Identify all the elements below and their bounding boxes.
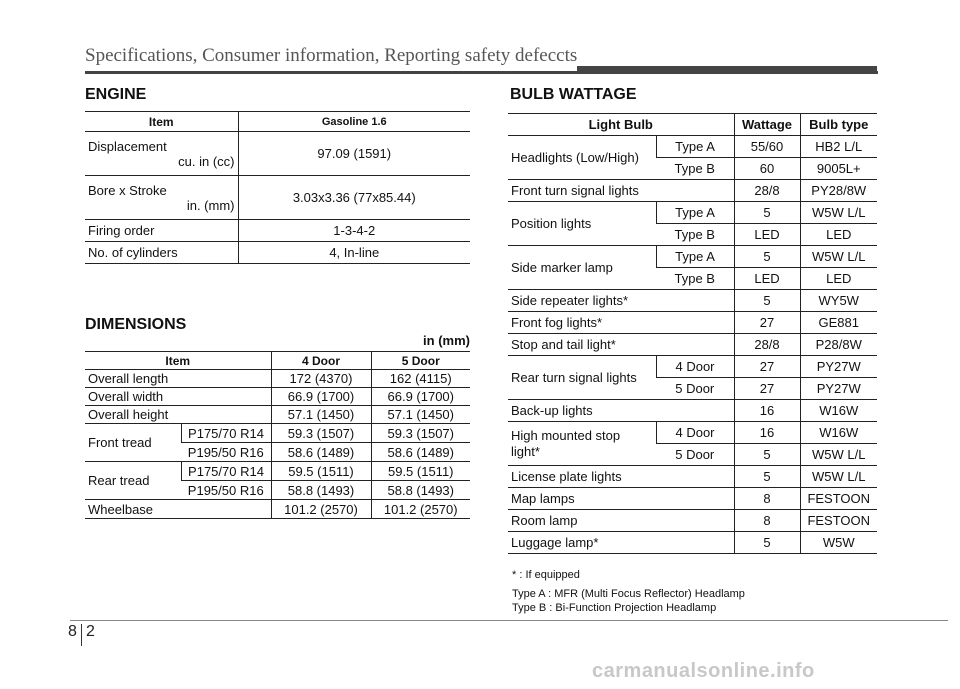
dimension-5door: 58.6 (1489) <box>371 443 470 462</box>
bulb-type: FESTOON <box>800 488 877 510</box>
dimension-tire: P175/70 R14 <box>181 424 271 443</box>
dimension-tire: P195/50 R16 <box>181 481 271 500</box>
table-row <box>508 532 877 554</box>
bulb-label: Room lamp <box>508 510 734 532</box>
table-row <box>85 176 470 220</box>
dimension-4door: 58.8 (1493) <box>271 481 371 500</box>
dimension-4door: 172 (4370) <box>271 370 371 388</box>
bulb-variant: 4 Door <box>656 422 734 444</box>
bulb-wattage: 5 <box>734 444 800 466</box>
bulb-label: License plate lights <box>508 466 734 488</box>
dimensions-header-item: Item <box>85 352 271 370</box>
table-row <box>508 334 877 356</box>
bulb-type: W5W L/L <box>800 466 877 488</box>
dimensions-header-5door: 5 Door <box>371 352 470 370</box>
bulb-type: FESTOON <box>800 510 877 532</box>
bulb-wattage: 5 <box>734 246 800 268</box>
dimension-4door: 101.2 (2570) <box>271 500 371 519</box>
bulb-variant: 5 Door <box>656 444 734 466</box>
dimension-label: Wheelbase <box>85 500 271 519</box>
engine-table <box>85 111 470 264</box>
bulb-label: Front fog lights* <box>508 312 734 334</box>
bulb-header-light: Light Bulb <box>508 114 734 136</box>
bulb-wattage: LED <box>734 268 800 290</box>
bulb-header-wattage: Wattage <box>734 114 800 136</box>
engine-header-gasoline: Gasoline 1.6 <box>238 112 470 132</box>
bulb-table <box>508 113 877 554</box>
dimension-label: Overall length <box>85 370 271 388</box>
bulb-wattage: 27 <box>734 312 800 334</box>
dimension-4door: 58.6 (1489) <box>271 443 371 462</box>
table-row <box>508 246 877 268</box>
type-a-note: Type A : MFR (Multi Focus Reflector) Headlamp <box>512 588 745 600</box>
page-section-number: 8 <box>68 623 77 640</box>
table-row <box>508 488 877 510</box>
dimension-4door: 66.9 (1700) <box>271 388 371 406</box>
engine-section-title: ENGINE <box>85 86 147 103</box>
dimensions-table <box>85 351 470 519</box>
dimension-label: Overall height <box>85 406 271 424</box>
engine-item-label: No. of cylinders <box>85 242 238 264</box>
table-row <box>85 132 470 176</box>
bulb-type: 9005L+ <box>800 158 877 180</box>
bulb-label: Front turn signal lights <box>508 180 734 202</box>
bulb-variant: Type B <box>656 224 734 246</box>
table-row <box>85 388 470 406</box>
bulb-type: W5W L/L <box>800 246 877 268</box>
bulb-wattage: 5 <box>734 466 800 488</box>
bulb-type: HB2 L/L <box>800 136 877 158</box>
bulb-wattage: 8 <box>734 488 800 510</box>
bulb-type: P28/8W <box>800 334 877 356</box>
dimension-4door: 59.5 (1511) <box>271 462 371 481</box>
type-b-note: Type B : Bi-Function Projection Headlamp <box>512 602 717 614</box>
table-row <box>508 312 877 334</box>
engine-value: 1-3-4-2 <box>238 220 470 242</box>
engine-header-row <box>85 112 470 132</box>
header-tab-bar <box>577 66 877 72</box>
page-number-divider <box>81 624 82 646</box>
bulb-type: PY27W <box>800 356 877 378</box>
bulb-variant: Type A <box>656 202 734 224</box>
watermark: carmanualsonline.info <box>592 660 815 682</box>
dimension-tire: P195/50 R16 <box>181 443 271 462</box>
bulb-wattage: 28/8 <box>734 180 800 202</box>
bulb-label: Rear turn signal lights <box>508 356 656 400</box>
bulb-type: PY27W <box>800 378 877 400</box>
dimension-4door: 59.3 (1507) <box>271 424 371 443</box>
table-row <box>85 370 470 388</box>
bulb-variant: 4 Door <box>656 356 734 378</box>
table-row <box>508 422 877 444</box>
footer-rule <box>70 620 948 621</box>
table-row <box>508 180 877 202</box>
bulb-type: W5W <box>800 532 877 554</box>
bulb-wattage: 27 <box>734 356 800 378</box>
dimension-5door: 162 (4115) <box>371 370 470 388</box>
dimension-5door: 101.2 (2570) <box>371 500 470 519</box>
engine-item-unit: cu. in (cc) <box>178 153 235 169</box>
dimension-tire: P175/70 R14 <box>181 462 271 481</box>
bulb-type: W16W <box>800 422 877 444</box>
dimension-label: Overall width <box>85 388 271 406</box>
dimension-5door: 66.9 (1700) <box>371 388 470 406</box>
bulb-variant: Type A <box>656 246 734 268</box>
bulb-type: LED <box>800 268 877 290</box>
table-row <box>85 500 470 519</box>
bulb-wattage: 27 <box>734 378 800 400</box>
bulb-label: Headlights (Low/High) <box>508 136 656 180</box>
bulb-variant: 5 Door <box>656 378 734 400</box>
dimension-4door: 57.1 (1450) <box>271 406 371 424</box>
page-header-title: Specifications, Consumer information, Reporting safety defeccts <box>85 45 578 66</box>
bulb-header-type: Bulb type <box>800 114 877 136</box>
bulb-wattage: 16 <box>734 400 800 422</box>
dimensions-header-row <box>85 352 470 370</box>
bulb-wattage: 55/60 <box>734 136 800 158</box>
footnote-if-equipped: * : If equipped <box>512 569 580 581</box>
bulb-type: GE881 <box>800 312 877 334</box>
bulb-wattage: 5 <box>734 202 800 224</box>
dimensions-section-title: DIMENSIONS <box>85 316 187 333</box>
bulb-label: Luggage lamp* <box>508 532 734 554</box>
bulb-wattage: 5 <box>734 532 800 554</box>
bulb-wattage: 8 <box>734 510 800 532</box>
bulb-type: W5W L/L <box>800 444 877 466</box>
dimension-5door: 59.5 (1511) <box>371 462 470 481</box>
engine-value: 97.09 (1591) <box>238 132 470 176</box>
table-row <box>508 466 877 488</box>
bulb-header-row <box>508 114 877 136</box>
table-row <box>508 356 877 378</box>
bulb-label: High mounted stop light* <box>508 422 656 466</box>
bulb-label: Back-up lights <box>508 400 734 422</box>
dimensions-units: in (mm) <box>423 333 470 348</box>
engine-item-label: Displacement <box>88 138 167 154</box>
table-row <box>508 510 877 532</box>
bulb-wattage: LED <box>734 224 800 246</box>
bulb-variant: Type A <box>656 136 734 158</box>
bulb-wattage: 16 <box>734 422 800 444</box>
dimensions-header-4door: 4 Door <box>271 352 371 370</box>
engine-item-unit: in. (mm) <box>186 197 235 213</box>
bulb-type: W16W <box>800 400 877 422</box>
page-number: 2 <box>86 623 95 640</box>
bulb-type: LED <box>800 224 877 246</box>
bulb-variant: Type B <box>656 268 734 290</box>
dimension-label: Rear tread <box>85 462 181 500</box>
bulb-type: W5W L/L <box>800 202 877 224</box>
bulb-type: WY5W <box>800 290 877 312</box>
table-row <box>85 424 470 443</box>
table-row <box>85 462 470 481</box>
bulb-wattage: 5 <box>734 290 800 312</box>
dimension-label: Front tread <box>85 424 181 462</box>
table-row <box>85 406 470 424</box>
bulb-label: Map lamps <box>508 488 734 510</box>
table-row <box>508 202 877 224</box>
table-row <box>85 242 470 264</box>
dimension-5door: 57.1 (1450) <box>371 406 470 424</box>
engine-value: 4, In-line <box>238 242 470 264</box>
engine-header-item: Item <box>85 112 238 132</box>
engine-value: 3.03x3.36 (77x85.44) <box>238 176 470 220</box>
engine-item-label: Bore x Stroke <box>88 182 167 198</box>
dimension-5door: 58.8 (1493) <box>371 481 470 500</box>
dimension-5door: 59.3 (1507) <box>371 424 470 443</box>
bulb-wattage: 60 <box>734 158 800 180</box>
engine-item-label: Firing order <box>85 220 238 242</box>
bulb-type: PY28/8W <box>800 180 877 202</box>
table-row <box>508 136 877 158</box>
bulb-label: Stop and tail light* <box>508 334 734 356</box>
bulb-variant: Type B <box>656 158 734 180</box>
bulb-label: Position lights <box>508 202 656 246</box>
bulb-wattage: 28/8 <box>734 334 800 356</box>
bulb-label: Side marker lamp <box>508 246 656 290</box>
table-row <box>508 290 877 312</box>
table-row <box>85 220 470 242</box>
table-row <box>508 400 877 422</box>
bulb-label: Side repeater lights* <box>508 290 734 312</box>
bulb-section-title: BULB WATTAGE <box>510 86 637 103</box>
